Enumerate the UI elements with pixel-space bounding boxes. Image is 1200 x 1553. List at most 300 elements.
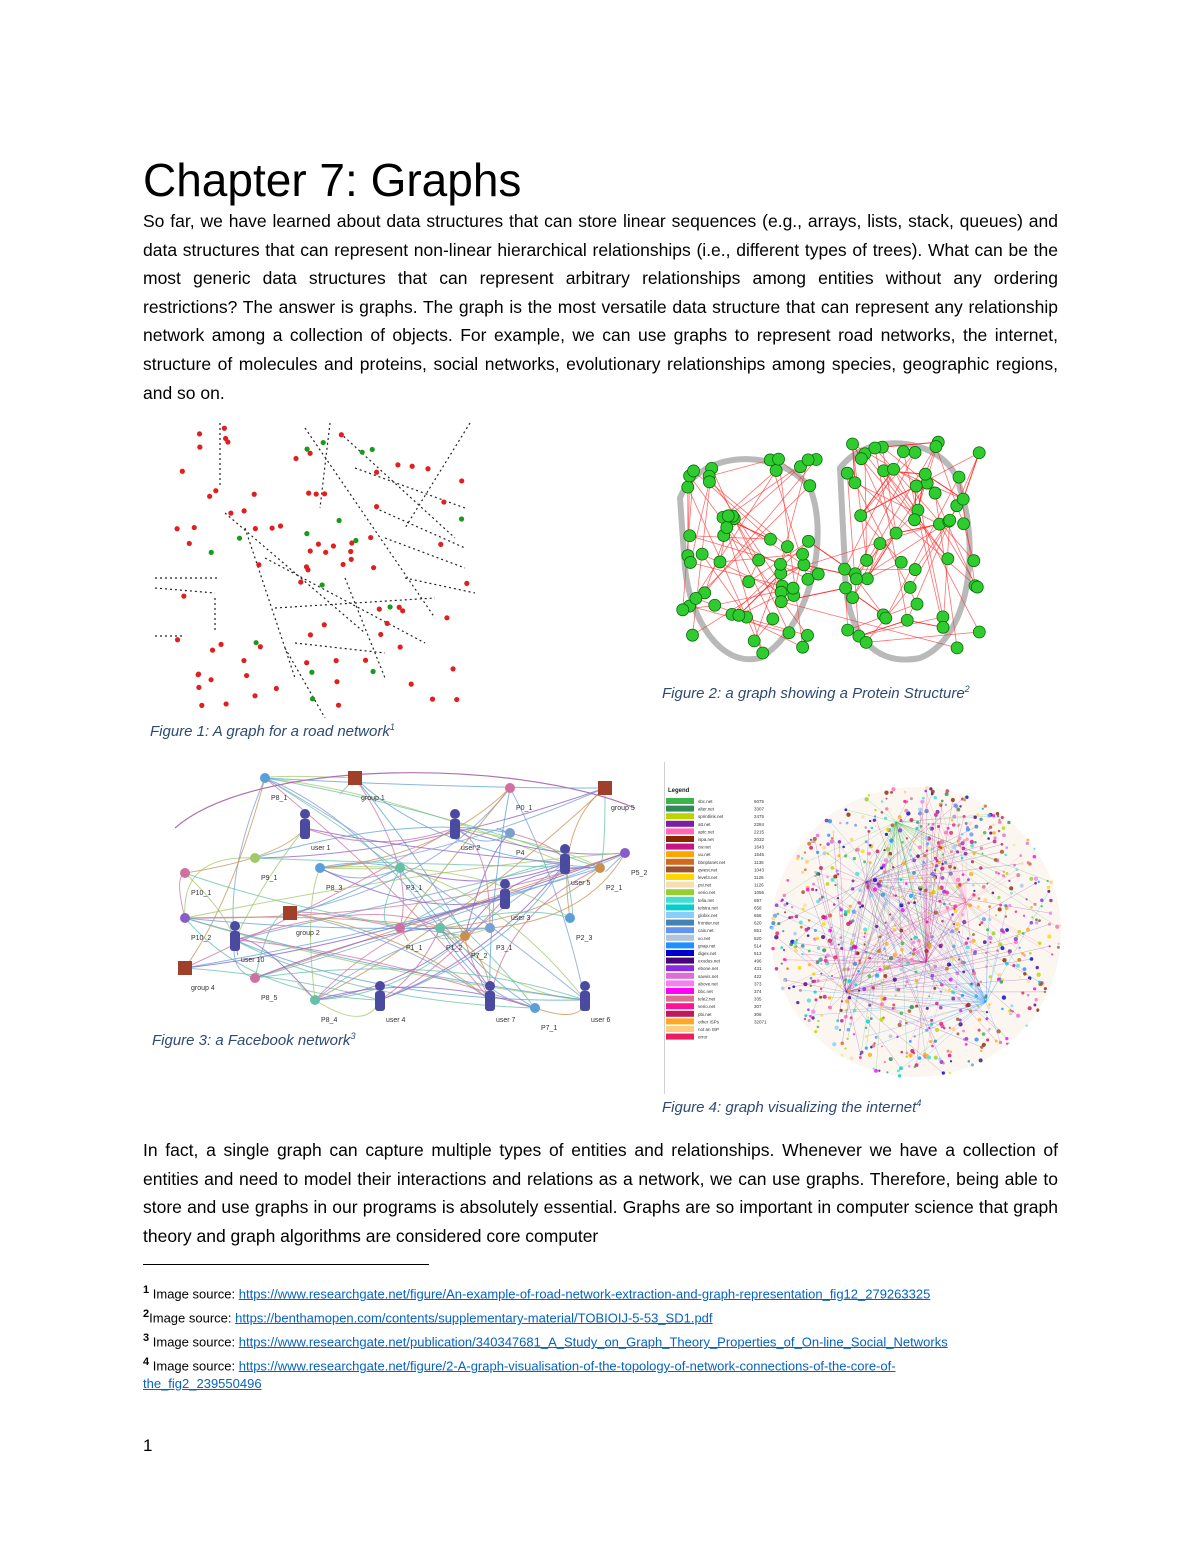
protein-atom <box>890 527 902 539</box>
internet-node <box>781 963 783 965</box>
internet-node <box>840 1042 844 1046</box>
internet-node <box>910 875 914 879</box>
protein-atom <box>773 453 785 465</box>
internet-node <box>979 866 982 869</box>
internet-node <box>949 831 953 835</box>
legend-swatch <box>666 889 694 895</box>
internet-node <box>819 996 822 999</box>
internet-node <box>1019 976 1021 978</box>
internet-node <box>948 1054 952 1058</box>
internet-node <box>980 847 983 850</box>
internet-node <box>857 952 860 955</box>
internet-node <box>1044 987 1047 990</box>
internet-node <box>892 894 895 897</box>
internet-node <box>995 1040 998 1043</box>
road-node <box>197 431 202 436</box>
internet-node <box>916 950 920 954</box>
figure-2-caption: Figure 2: a graph showing a Protein Structure$^2$ <box>662 684 970 702</box>
legend-count: 3307 <box>754 806 765 812</box>
internet-node <box>884 1061 886 1063</box>
internet-node <box>982 1043 986 1047</box>
internet-node <box>869 861 872 864</box>
internet-node <box>989 825 992 828</box>
internet-node <box>970 983 973 986</box>
protein-atom <box>677 604 689 616</box>
internet-node <box>913 901 916 904</box>
internet-node <box>952 845 956 849</box>
internet-node <box>821 896 824 899</box>
internet-node <box>1011 1010 1013 1012</box>
internet-node <box>808 919 811 922</box>
legend-swatch <box>666 866 694 872</box>
internet-node <box>928 1027 930 1029</box>
internet-node <box>993 836 996 839</box>
footnote-4-link-continued[interactable]: the_fig2_239550496 <box>143 1376 262 1391</box>
road-node <box>370 669 375 674</box>
road-node <box>454 697 459 702</box>
network-node-label: group 1 <box>361 795 385 802</box>
internet-node <box>1008 1010 1011 1013</box>
internet-node <box>807 998 811 1002</box>
internet-node <box>940 847 942 849</box>
internet-node <box>868 1004 871 1007</box>
network-node-label: user 4 <box>386 1017 406 1024</box>
internet-node <box>808 963 811 966</box>
protein-atom <box>767 613 779 625</box>
road-node <box>196 685 201 690</box>
internet-node <box>865 1027 867 1029</box>
internet-node <box>841 1000 843 1002</box>
internet-node <box>828 929 832 933</box>
internet-node <box>933 876 936 879</box>
network-node-label: P1_1 <box>406 945 423 952</box>
internet-node <box>912 871 916 875</box>
internet-node <box>918 811 922 815</box>
internet-node <box>974 825 978 829</box>
internet-node <box>927 912 930 915</box>
internet-node <box>840 914 843 917</box>
internet-node <box>926 921 929 924</box>
internet-node <box>934 1056 938 1060</box>
internet-node <box>992 892 995 895</box>
internet-node <box>1038 919 1041 922</box>
network-node-label: P8_5 <box>261 995 278 1002</box>
road-node <box>378 632 383 637</box>
internet-node <box>1008 952 1010 954</box>
internet-node <box>822 948 826 952</box>
internet-node <box>1047 935 1051 939</box>
legend-swatch <box>666 844 694 850</box>
internet-node <box>1002 826 1006 830</box>
internet-node <box>861 904 864 907</box>
network-node-label: P10_1 <box>191 890 212 897</box>
road-node <box>441 499 446 504</box>
legend-count: 373 <box>754 981 762 987</box>
internet-node <box>1023 915 1025 917</box>
protein-atom <box>802 535 814 547</box>
post-icon <box>620 848 630 858</box>
internet-node <box>834 884 836 886</box>
footnote-4-link[interactable]: https://www.researchgate.net/figure/2-A-graph-visualisation-of-the-topology-of-network-connections-of-the-core-of- <box>238 1358 896 1374</box>
internet-node <box>898 815 902 819</box>
internet-node <box>920 800 924 804</box>
internet-node <box>885 807 888 810</box>
internet-node <box>930 1023 933 1026</box>
protein-atom <box>888 463 900 475</box>
legend-swatch <box>666 821 694 827</box>
internet-node <box>950 850 953 853</box>
legend-name: qwest.net <box>698 867 718 873</box>
internet-node <box>987 837 990 840</box>
internet-node <box>909 894 913 898</box>
figure-1-caption: Figure 1: A graph for a road network$^1$ <box>150 722 395 740</box>
internet-node <box>802 908 805 911</box>
internet-node <box>988 918 991 921</box>
legend-name: gnap.net <box>698 943 716 949</box>
internet-node <box>961 994 964 997</box>
internet-node <box>885 833 888 836</box>
internet-node <box>801 890 805 894</box>
network-edge <box>535 1000 585 1015</box>
internet-node <box>897 988 900 991</box>
internet-node <box>916 854 920 858</box>
internet-node <box>849 1022 852 1025</box>
internet-node <box>854 824 857 827</box>
internet-node <box>977 905 980 908</box>
internet-node <box>1047 886 1050 889</box>
internet-node <box>869 844 871 846</box>
internet-node <box>956 922 960 926</box>
internet-node <box>899 929 903 933</box>
internet-node <box>983 898 987 902</box>
internet-node <box>1026 839 1029 842</box>
internet-node <box>1004 904 1007 907</box>
internet-node <box>974 841 977 844</box>
internet-node <box>961 857 964 860</box>
internet-node <box>962 873 965 876</box>
internet-node <box>967 878 970 881</box>
internet-node <box>1020 884 1024 888</box>
internet-node <box>855 872 859 876</box>
internet-node <box>880 995 884 999</box>
internet-node <box>962 1030 965 1033</box>
internet-node <box>783 903 786 906</box>
protein-atom <box>973 626 985 638</box>
internet-node <box>873 887 877 891</box>
internet-node <box>941 863 943 865</box>
internet-node <box>910 958 913 961</box>
internet-node <box>957 997 960 1000</box>
internet-node <box>955 986 957 988</box>
internet-node <box>916 821 919 824</box>
legend-swatch <box>666 798 694 804</box>
road-node <box>258 644 263 649</box>
internet-node <box>935 1028 939 1032</box>
protein-atom <box>696 548 708 560</box>
internet-node <box>899 954 902 957</box>
internet-node <box>794 949 798 953</box>
internet-node <box>909 1040 912 1043</box>
internet-node <box>886 798 888 800</box>
road-node <box>241 508 246 513</box>
internet-node <box>811 888 814 891</box>
internet-node <box>966 838 969 841</box>
internet-node <box>969 1010 972 1013</box>
internet-node <box>801 871 804 874</box>
internet-node <box>926 849 928 851</box>
internet-node <box>1021 862 1024 865</box>
internet-node <box>945 789 949 793</box>
internet-node <box>973 890 975 892</box>
internet-node <box>937 887 940 890</box>
network-node-label: P2_3 <box>576 935 593 942</box>
internet-node <box>880 866 883 869</box>
internet-node <box>1040 898 1044 902</box>
internet-node <box>998 820 1002 824</box>
legend-name: sbc.net <box>698 799 713 804</box>
internet-node <box>867 1016 869 1018</box>
footnote-3-link[interactable]: https://www.researchgate.net/publication/340347681_A_Study_on_Graph_Theory_Properties_of_On-line_Social_Networks <box>238 1334 948 1350</box>
internet-node <box>796 1001 799 1004</box>
internet-node <box>908 1053 912 1057</box>
internet-node <box>858 888 862 892</box>
internet-node <box>953 908 955 910</box>
internet-node <box>874 1069 878 1073</box>
protein-atom <box>942 553 954 565</box>
legend-swatch <box>666 912 694 918</box>
group-icon <box>598 781 612 795</box>
network-node-label: user 7 <box>496 1017 516 1024</box>
internet-node <box>1016 935 1018 937</box>
protein-atom <box>861 573 873 585</box>
legend-swatch <box>666 958 694 964</box>
internet-node <box>883 849 885 851</box>
internet-node <box>1033 903 1036 906</box>
road-node <box>304 531 309 536</box>
internet-node <box>951 997 955 1001</box>
internet-node <box>926 1054 928 1056</box>
internet-node <box>846 1038 848 1040</box>
internet-node <box>1038 881 1040 883</box>
internet-node <box>867 887 870 890</box>
protein-atom <box>798 559 810 571</box>
intro-paragraph: So far, we have learned about data structures that can store linear sequences (e.g., arrays, lists, stack, queues) and data structures that can represent non-linear hierarchical relationships (i.e., different types of trees). What can be the most generic data structures that can represent arbitrary relationships among entities without any ordering restrictions? The answer is graphs. The graph is the most versatile data structure that can represent any relationship network among a collection of objects. For example, we can use graphs to represent road networks, the internet, structure of molecules and proteins, social networks, evolutionary relationships among species, geographic regions, and so on. <box>143 211 1058 403</box>
internet-node <box>1026 979 1030 983</box>
internet-node <box>964 852 968 856</box>
internet-node <box>1030 921 1034 925</box>
internet-node <box>857 970 860 973</box>
internet-node <box>973 852 976 855</box>
internet-node <box>807 842 811 846</box>
internet-node <box>960 960 964 964</box>
internet-node <box>905 882 908 885</box>
internet-node <box>904 791 907 794</box>
road-node <box>241 658 246 663</box>
legend-count: 1643 <box>754 844 765 850</box>
internet-node <box>908 1009 912 1013</box>
internet-node <box>942 1012 945 1015</box>
internet-node <box>1008 880 1010 882</box>
internet-node <box>900 948 903 951</box>
internet-node <box>1033 1004 1036 1007</box>
legend-count: 496 <box>754 958 762 964</box>
road-node <box>316 542 321 547</box>
internet-node <box>950 1051 952 1053</box>
internet-node <box>1035 918 1038 921</box>
post-icon <box>180 913 190 923</box>
internet-node <box>868 957 871 960</box>
internet-node <box>944 830 948 834</box>
post-icon <box>250 973 260 983</box>
network-node-label: P8_1 <box>271 795 288 802</box>
internet-node <box>970 844 974 848</box>
internet-node <box>947 1050 950 1053</box>
internet-node <box>820 1014 823 1017</box>
internet-node <box>915 971 918 974</box>
internet-node <box>1048 923 1051 926</box>
internet-node <box>786 879 789 882</box>
internet-node <box>969 832 973 836</box>
internet-node <box>945 804 947 806</box>
internet-node <box>889 852 893 856</box>
internet-node <box>837 873 840 876</box>
internet-node <box>851 887 855 891</box>
internet-node <box>1021 952 1024 955</box>
legend-count: 374 <box>754 989 762 994</box>
internet-node <box>997 815 1000 818</box>
internet-node <box>804 1014 807 1017</box>
internet-node <box>900 878 903 881</box>
internet-node <box>979 923 981 925</box>
internet-node <box>868 1053 872 1057</box>
internet-node <box>801 953 803 955</box>
internet-node <box>815 998 818 1001</box>
internet-node <box>929 787 932 790</box>
internet-node <box>946 906 949 909</box>
internet-node <box>959 894 962 897</box>
internet-node <box>838 854 841 857</box>
protein-atom <box>910 480 922 492</box>
protein-atom <box>909 446 921 458</box>
internet-node <box>992 831 996 835</box>
internet-node <box>915 1005 918 1008</box>
legend-count: 32071 <box>754 1019 767 1025</box>
internet-node <box>963 839 966 842</box>
internet-node <box>830 927 832 929</box>
road-node <box>385 621 390 626</box>
network-node-label: user 10 <box>241 957 265 964</box>
internet-node <box>925 786 929 790</box>
internet-node <box>925 836 929 840</box>
internet-node <box>1015 910 1018 913</box>
internet-node <box>1030 906 1033 909</box>
post-icon <box>180 868 190 878</box>
road-node <box>444 615 449 620</box>
internet-node <box>938 900 941 903</box>
internet-node <box>771 947 774 950</box>
road-node <box>208 677 213 682</box>
legend-swatch <box>666 806 694 812</box>
internet-node <box>930 1019 933 1022</box>
legend-name: verio.net <box>698 890 716 896</box>
internet-node <box>893 952 897 956</box>
internet-node <box>937 825 940 828</box>
legend-name: cais.net <box>698 928 714 934</box>
internet-node <box>927 1055 931 1059</box>
internet-node <box>868 794 870 796</box>
protein-atom <box>951 642 963 654</box>
internet-node <box>1010 892 1013 895</box>
internet-node <box>793 932 797 936</box>
road-node <box>336 703 341 708</box>
internet-node <box>905 980 908 983</box>
footnote-1-link[interactable]: https://www.researchgate.net/figure/An-example-of-road-network-extraction-and-graph-representation_fig12_279263325 <box>238 1286 931 1302</box>
internet-node <box>816 834 820 838</box>
legend-swatch <box>666 965 694 971</box>
internet-node <box>848 979 852 983</box>
road-node <box>371 565 376 570</box>
protein-atom <box>714 556 726 568</box>
protein-structure-figure <box>660 428 1000 673</box>
legend-name: telia.net <box>698 897 714 903</box>
road-node <box>349 557 354 562</box>
internet-node <box>775 967 779 971</box>
internet-node <box>979 1058 983 1062</box>
user-icon <box>485 981 495 991</box>
legend-swatch <box>666 836 694 842</box>
footnote-2-link[interactable]: https://benthamopen.com/contents/supplementary-material/TOBIOIJ-5-53_SD1.pdf <box>235 1310 713 1326</box>
internet-node <box>968 1060 971 1063</box>
post-icon <box>260 773 270 783</box>
internet-node <box>855 983 858 986</box>
internet-node <box>1041 905 1043 907</box>
road-node <box>464 581 469 586</box>
internet-node <box>884 791 888 795</box>
legend-name: sprintlink.net <box>698 814 724 820</box>
internet-node <box>1017 930 1021 934</box>
internet-node <box>978 1018 981 1021</box>
internet-node <box>859 962 862 965</box>
protein-atom <box>684 556 696 568</box>
protein-atom <box>968 555 980 567</box>
internet-node <box>962 920 966 924</box>
internet-node <box>844 808 847 811</box>
internet-node <box>934 869 936 871</box>
legend-name: telstra.net <box>698 905 718 911</box>
internet-node <box>1034 998 1037 1001</box>
internet-node <box>941 876 945 880</box>
internet-node <box>935 864 938 867</box>
internet-node <box>883 965 886 968</box>
legend-count: 1136 <box>754 859 764 865</box>
legend-count: 520 <box>754 935 762 941</box>
internet-node <box>922 797 925 800</box>
internet-node <box>1004 854 1007 857</box>
internet-node <box>805 860 809 864</box>
user-icon <box>230 931 240 951</box>
internet-node <box>989 941 991 943</box>
internet-graph-figure <box>666 762 1061 1094</box>
internet-node <box>828 819 832 823</box>
road-node <box>425 466 430 471</box>
internet-node <box>948 988 951 991</box>
internet-node <box>811 1009 815 1013</box>
legend-name: globix.net <box>698 913 718 918</box>
legend-swatch <box>666 980 694 986</box>
internet-node <box>775 903 779 907</box>
internet-node <box>871 986 874 989</box>
internet-node <box>809 1015 812 1018</box>
